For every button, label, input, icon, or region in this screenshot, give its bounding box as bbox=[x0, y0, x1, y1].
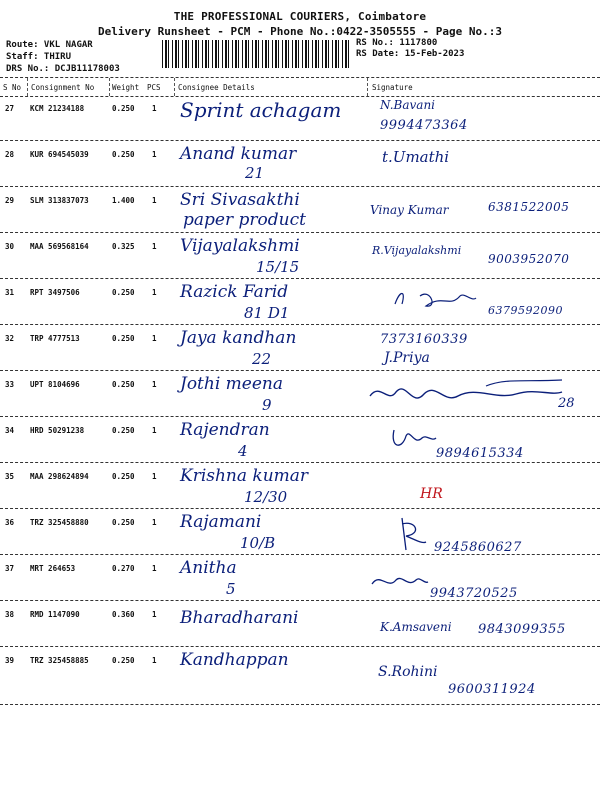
row-signature-phone: 9600311924 bbox=[448, 682, 536, 697]
row-signature-extra: HR bbox=[420, 486, 443, 502]
row-consignment: KCM 21234188 bbox=[30, 104, 85, 113]
row-consignee-address: 12/30 bbox=[244, 488, 288, 506]
row-consignee-address: 22 bbox=[252, 350, 272, 368]
row-consignment: SLM 313837073 bbox=[30, 196, 89, 205]
row-weight: 0.250 bbox=[112, 288, 135, 297]
row-sno: 29 bbox=[5, 196, 15, 205]
col-pcs: PCS bbox=[147, 83, 161, 92]
row-consignment: MRT 264653 bbox=[30, 564, 76, 573]
signature-scribble bbox=[390, 286, 480, 314]
row-weight: 0.250 bbox=[112, 656, 135, 665]
row-weight: 0.270 bbox=[112, 564, 135, 573]
row-weight: 0.250 bbox=[112, 104, 135, 113]
row-consignee-address: paper product bbox=[183, 210, 306, 230]
row-consignment: TRZ 325458880 bbox=[30, 518, 89, 527]
row-weight: 0.250 bbox=[112, 150, 135, 159]
row-consignee-name: Sprint achagam bbox=[180, 98, 342, 122]
col-divider bbox=[27, 78, 28, 96]
row-signature-phone: 9894615334 bbox=[436, 446, 524, 461]
header-bottom-rule bbox=[0, 96, 600, 97]
col-sno: S No bbox=[3, 83, 22, 92]
row-consignee-address: 10/B bbox=[240, 534, 276, 552]
row-pcs: 1 bbox=[152, 656, 157, 665]
row-pcs: 1 bbox=[152, 564, 157, 573]
col-weight: Weight bbox=[112, 83, 140, 92]
row-weight: 1.400 bbox=[112, 196, 135, 205]
row-pcs: 1 bbox=[152, 380, 157, 389]
row-consignee-address: 81 D1 bbox=[244, 304, 290, 322]
signature-scribble bbox=[396, 514, 432, 554]
row-sno: 37 bbox=[5, 564, 15, 573]
rs-date: RS Date: 15-Feb-2023 bbox=[356, 49, 465, 59]
staff-label: Staff: THIRU bbox=[6, 52, 72, 62]
row-signature-name: t.Umathi bbox=[382, 148, 450, 166]
row-pcs: 1 bbox=[152, 242, 157, 251]
row-pcs: 1 bbox=[152, 610, 157, 619]
row-pcs: 1 bbox=[152, 196, 157, 205]
row-consignee-name: Sri Sivasakthi bbox=[180, 190, 300, 210]
row-consignee-name: Razick Farid bbox=[180, 282, 289, 302]
row-pcs: 1 bbox=[152, 104, 157, 113]
col-consignee: Consignee Details bbox=[178, 83, 255, 92]
row-separator bbox=[0, 554, 600, 555]
row-consignee-name: Jaya kandhan bbox=[180, 328, 297, 348]
row-sno: 36 bbox=[5, 518, 15, 527]
row-sno: 34 bbox=[5, 426, 15, 435]
row-separator bbox=[0, 278, 600, 279]
row-weight: 0.250 bbox=[112, 426, 135, 435]
row-signature-phone: 9943720525 bbox=[430, 586, 518, 601]
row-sno: 33 bbox=[5, 380, 15, 389]
row-consignee-address: 15/15 bbox=[256, 258, 300, 276]
row-consignee-name: Krishna kumar bbox=[180, 466, 309, 486]
row-consignment: RMD 1147090 bbox=[30, 610, 80, 619]
row-sno: 38 bbox=[5, 610, 15, 619]
row-consignee-address: 9 bbox=[262, 396, 272, 414]
row-consignee-name: Anand kumar bbox=[180, 144, 297, 164]
row-consignment: TRP 4777513 bbox=[30, 334, 80, 343]
row-consignment: HRD 50291238 bbox=[30, 426, 85, 435]
row-separator bbox=[0, 186, 600, 187]
row-separator bbox=[0, 646, 600, 647]
col-divider bbox=[367, 78, 368, 96]
row-consignee-name: Jothi meena bbox=[180, 374, 283, 394]
header-top-rule bbox=[0, 77, 600, 78]
row-consignment: UPT 8104696 bbox=[30, 380, 80, 389]
col-signature: Signature bbox=[372, 83, 413, 92]
row-signature-name: J.Priya bbox=[384, 350, 430, 366]
signature-scribble bbox=[366, 374, 566, 414]
row-weight: 0.250 bbox=[112, 334, 135, 343]
col-consignment: Consignment No bbox=[31, 83, 95, 92]
signature-scribble bbox=[370, 570, 430, 592]
row-separator bbox=[0, 232, 600, 233]
row-signature-phone: 9003952070 bbox=[488, 252, 570, 266]
row-consignee-name: Kandhappan bbox=[180, 650, 289, 670]
row-pcs: 1 bbox=[152, 426, 157, 435]
row-sno: 32 bbox=[5, 334, 15, 343]
row-signature-name: Vinay Kumar bbox=[370, 203, 449, 217]
row-signature-phone: 6381522005 bbox=[488, 200, 570, 214]
row-sno: 28 bbox=[5, 150, 15, 159]
row-consignee-address: 4 bbox=[238, 442, 248, 460]
row-separator bbox=[0, 600, 600, 601]
row-consignment: RPT 3497506 bbox=[30, 288, 80, 297]
row-consignee-name: Bharadharani bbox=[180, 608, 299, 628]
runsheet-subtitle: Delivery Runsheet - PCM - Phone No.:0422-3505555 - Page No.:3 bbox=[98, 25, 502, 38]
row-consignee-address: 5 bbox=[226, 580, 236, 598]
drs-number: DRS No.: DCJB11178003 bbox=[6, 64, 120, 74]
row-separator bbox=[0, 324, 600, 325]
col-divider bbox=[109, 78, 110, 96]
signature-scribble bbox=[388, 424, 438, 452]
row-consignee-name: Rajendran bbox=[180, 420, 270, 440]
route-label: Route: VKL NAGAR bbox=[6, 40, 93, 50]
row-consignee-name: Rajamani bbox=[180, 512, 262, 532]
row-separator bbox=[0, 370, 600, 371]
row-separator bbox=[0, 462, 600, 463]
row-consignee-name: Anitha bbox=[180, 558, 237, 578]
rs-number: RS No.: 1117800 bbox=[356, 38, 438, 48]
barcode-image bbox=[162, 40, 350, 68]
row-signature-phone: 9843099355 bbox=[478, 622, 566, 637]
row-signature-name: S.Rohini bbox=[378, 664, 438, 680]
row-separator bbox=[0, 416, 600, 417]
row-consignment: TRZ 325458885 bbox=[30, 656, 89, 665]
row-sno: 35 bbox=[5, 472, 15, 481]
row-consignment: KUR 694545039 bbox=[30, 150, 89, 159]
row-pcs: 1 bbox=[152, 518, 157, 527]
row-consignee-address: 21 bbox=[245, 164, 265, 182]
row-consignment: MAA 569568164 bbox=[30, 242, 89, 251]
row-signature-phone: 6379592090 bbox=[488, 304, 563, 317]
row-consignee-name: Vijayalakshmi bbox=[180, 236, 300, 256]
row-sno: 31 bbox=[5, 288, 15, 297]
row-signature-name: K.Amsaveni bbox=[380, 620, 452, 634]
row-weight: 0.250 bbox=[112, 380, 135, 389]
row-signature-name: N.Bavani bbox=[380, 98, 436, 112]
col-divider bbox=[174, 78, 175, 96]
row-weight: 0.250 bbox=[112, 472, 135, 481]
row-pcs: 1 bbox=[152, 472, 157, 481]
row-pcs: 1 bbox=[152, 150, 157, 159]
row-signature-phone: 9994473364 bbox=[380, 118, 468, 133]
row-weight: 0.325 bbox=[112, 242, 135, 251]
row-separator bbox=[0, 508, 600, 509]
row-sno: 27 bbox=[5, 104, 15, 113]
row-separator bbox=[0, 140, 600, 141]
row-sno: 30 bbox=[5, 242, 15, 251]
row-pcs: 1 bbox=[152, 334, 157, 343]
row-weight: 0.250 bbox=[112, 518, 135, 527]
row-pcs: 1 bbox=[152, 288, 157, 297]
row-consignment: MAA 298624894 bbox=[30, 472, 89, 481]
row-signature-phone: 9245860627 bbox=[434, 540, 522, 555]
row-signature-extra: 28 bbox=[558, 396, 575, 411]
row-signature-phone: 7373160339 bbox=[380, 332, 468, 347]
row-separator bbox=[0, 704, 600, 705]
runsheet-title: THE PROFESSIONAL COURIERS, Coimbatore bbox=[173, 10, 427, 23]
row-weight: 0.360 bbox=[112, 610, 135, 619]
row-signature-name: R.Vijayalakshmi bbox=[372, 244, 462, 257]
row-sno: 39 bbox=[5, 656, 15, 665]
